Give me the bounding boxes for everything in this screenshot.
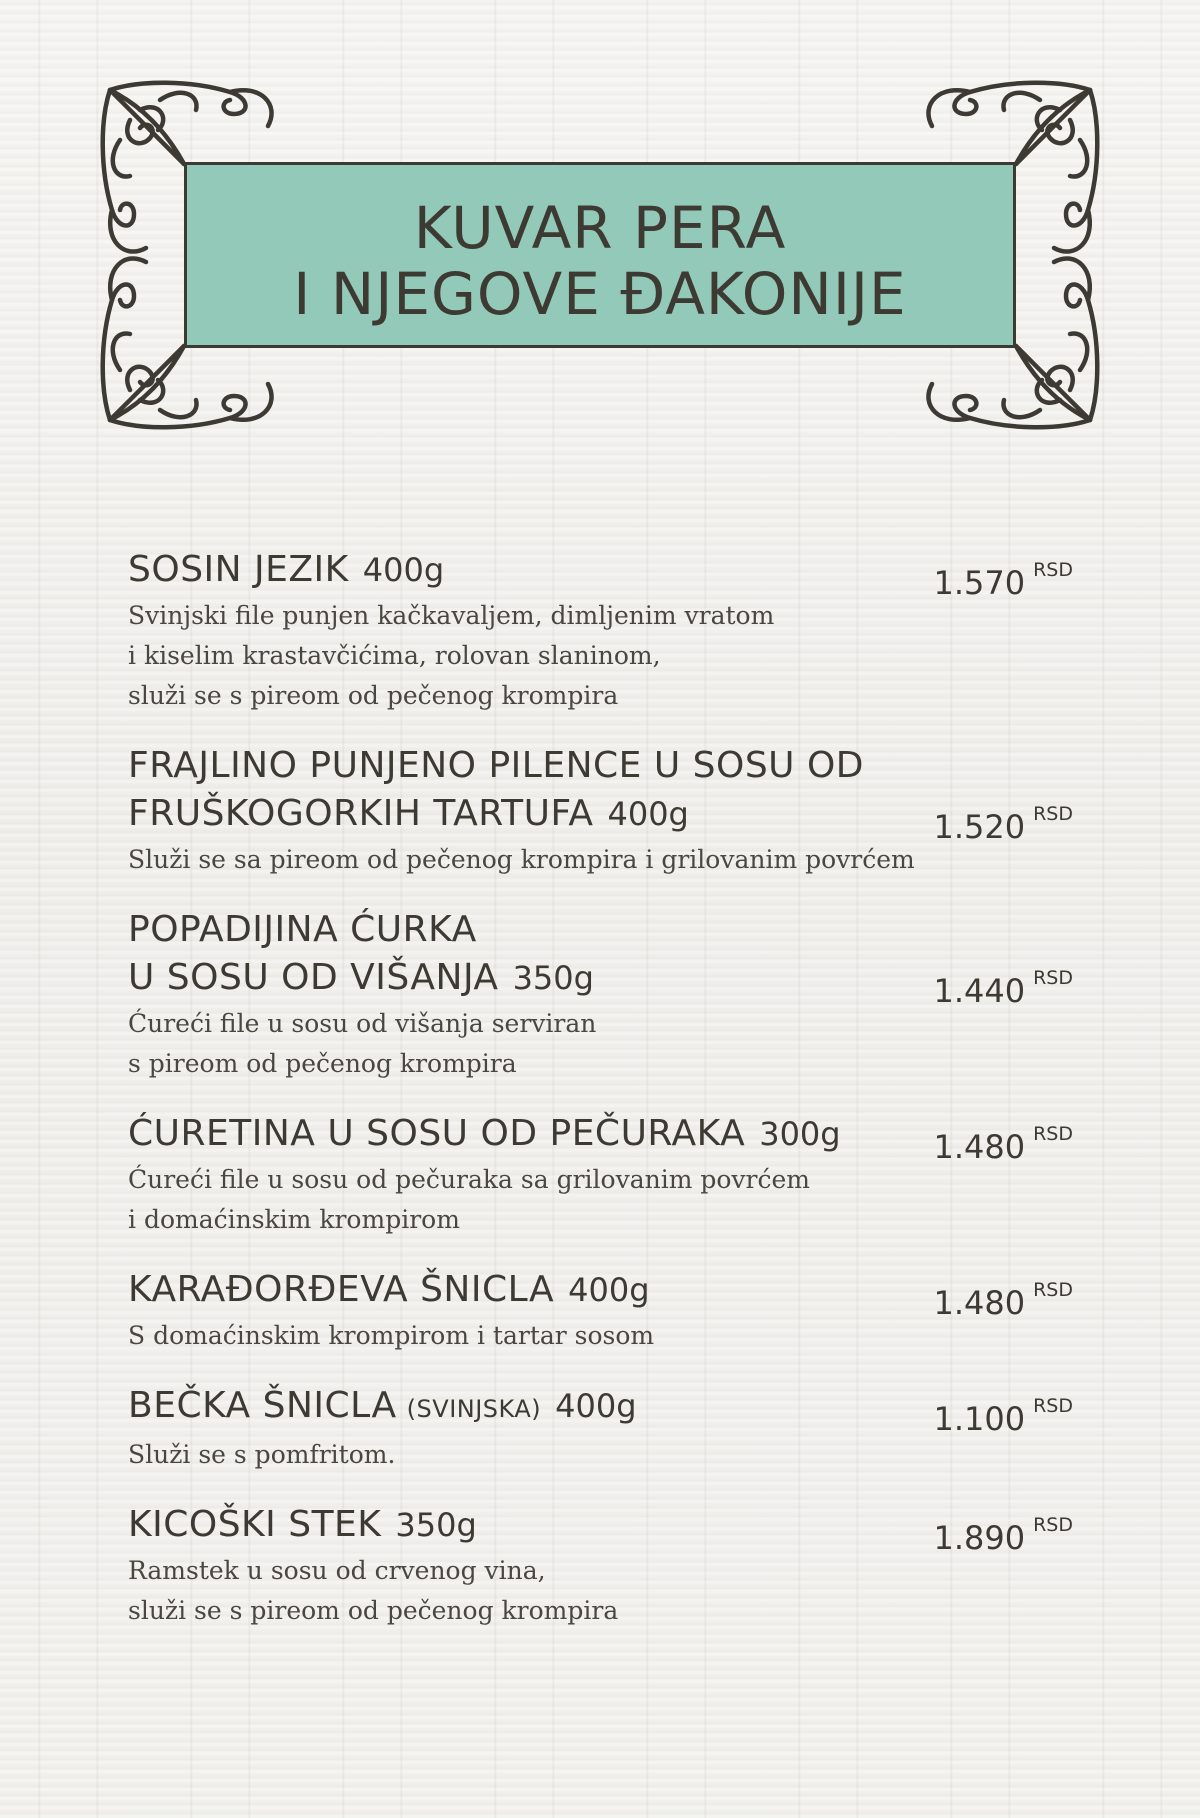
item-description-line: Služi se s pomfritom.: [128, 1440, 396, 1469]
item-description-line: i domaćinskim krompirom: [128, 1205, 460, 1234]
item-note: (SVINJSKA): [406, 1395, 542, 1423]
item-price: [933, 546, 1073, 607]
item-price-value: 1.570: [933, 564, 1026, 602]
menu-item: [128, 742, 1073, 880]
item-name-text: ĆURETINA U SOSU OD PEČURAKA: [128, 1113, 746, 1154]
item-price-value: 1.480: [933, 1284, 1026, 1322]
item-price: [933, 1110, 1073, 1171]
item-price-value: 1.100: [933, 1400, 1026, 1438]
currency-label: RSD: [1033, 1514, 1073, 1536]
item-price: [933, 954, 1073, 1015]
item-name: [128, 906, 1073, 1002]
currency-label: RSD: [1033, 559, 1073, 581]
item-description-line: služi se s pireom od pečenog krompira: [128, 1596, 619, 1625]
menu-item: [128, 546, 1073, 716]
item-description-line: služi se s pireom od pečenog krompira: [128, 681, 619, 710]
item-description: [128, 1004, 1073, 1084]
item-name: [128, 1501, 1073, 1549]
item-description-line: S domaćinskim krompirom i tartar sosom: [128, 1321, 655, 1350]
menu-list: [128, 546, 1073, 1657]
item-description-line: Ćureći file u sosu od pečuraka sa grilovanim povrćem: [128, 1165, 810, 1194]
item-description-line: Ramstek u sosu od crvenog vina,: [128, 1556, 546, 1585]
item-name-text: SOSIN JEZIK: [128, 549, 349, 590]
item-price: [933, 1382, 1073, 1443]
item-weight: 400g: [555, 1387, 637, 1425]
item-price: [933, 790, 1073, 851]
currency-label: RSD: [1033, 803, 1073, 825]
item-description: [128, 1551, 1073, 1631]
currency-label: RSD: [1033, 1395, 1073, 1417]
item-name-text: U SOSU OD VIŠANJA: [128, 957, 499, 998]
menu-header: [100, 80, 1100, 430]
item-price: [933, 1266, 1073, 1327]
item-name: [128, 1266, 1073, 1314]
item-description: [128, 596, 1073, 716]
item-price: [933, 1501, 1073, 1562]
currency-label: RSD: [1033, 967, 1073, 989]
item-description: [128, 1316, 1073, 1356]
menu-item: [128, 1110, 1073, 1240]
item-name: [128, 546, 1073, 594]
item-description: [128, 840, 1073, 880]
item-description-line: i kiselim krastavčićima, rolovan slaninom,: [128, 641, 661, 670]
item-price-value: 1.440: [933, 972, 1026, 1010]
item-name: [128, 1382, 1073, 1433]
item-weight: 400g: [568, 1271, 650, 1309]
item-description-line: Svinjski file punjen kačkavaljem, dimljenim vratom: [128, 601, 775, 630]
item-name-text: KICOŠKI STEK: [128, 1504, 382, 1545]
item-name: [128, 1110, 1073, 1158]
item-price-value: 1.480: [933, 1128, 1026, 1166]
item-description: [128, 1435, 1073, 1475]
item-name-text: FRUŠKOGORKIH TARTUFA: [128, 793, 594, 834]
item-weight: 300g: [759, 1115, 841, 1153]
item-weight: 400g: [607, 795, 689, 833]
item-price-value: 1.890: [933, 1519, 1026, 1557]
item-price-value: 1.520: [933, 808, 1026, 846]
title-banner: [184, 162, 1016, 348]
menu-item: [128, 1501, 1073, 1631]
item-weight: 400g: [362, 551, 445, 589]
item-description: [128, 1160, 1073, 1240]
item-weight: 350g: [395, 1506, 477, 1544]
item-name-text: KARAĐORĐEVA ŠNICLA: [128, 1269, 555, 1310]
item-name-text: BEČKA ŠNICLA: [128, 1385, 397, 1426]
menu-item: [128, 1266, 1073, 1356]
currency-label: RSD: [1033, 1123, 1073, 1145]
page-title-line-2: I NJEGOVE ĐAKONIJE: [293, 260, 907, 328]
item-name-text: FRAJLINO PUNJENO PILENCE U SOSU OD: [128, 745, 865, 786]
menu-item: [128, 1382, 1073, 1475]
item-name: [128, 742, 1073, 838]
page-title-line-1: KUVAR PERA: [413, 194, 787, 262]
currency-label: RSD: [1033, 1279, 1073, 1301]
item-description-line: Služi se sa pireom od pečenog krompira i grilovanim povrćem: [128, 845, 915, 874]
menu-item: [128, 906, 1073, 1084]
item-weight: 350g: [512, 959, 594, 997]
item-name-text: POPADIJINA ĆURKA: [128, 909, 477, 950]
item-description-line: Ćureći file u sosu od višanja serviran: [128, 1009, 597, 1038]
item-description-line: s pireom od pečenog krompira: [128, 1049, 517, 1078]
